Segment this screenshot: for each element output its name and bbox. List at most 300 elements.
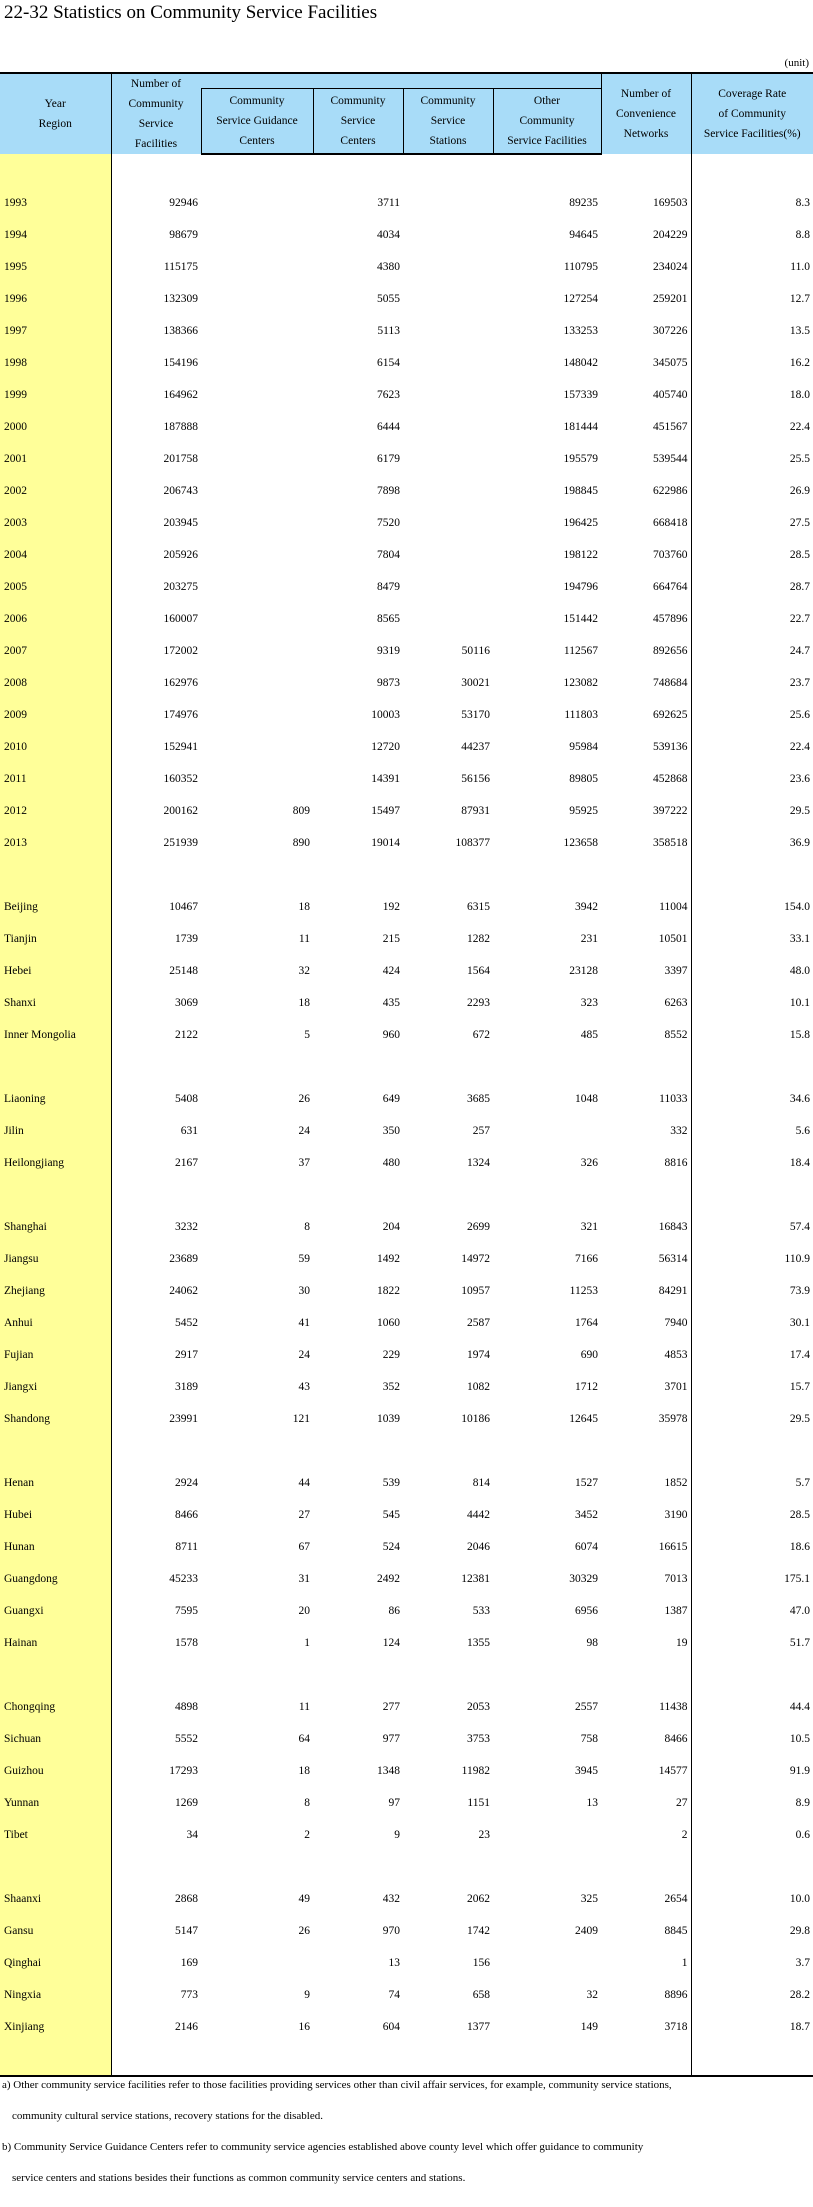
table-cell: 31 <box>298 1573 310 1585</box>
row-label: Shaanxi <box>0 1883 111 1915</box>
table-cell <box>493 154 601 187</box>
row-label: Guangxi <box>0 1595 111 1627</box>
table-cell: 424 <box>382 965 400 977</box>
table-cell: 1974 <box>467 1349 490 1361</box>
table-cell <box>403 347 493 379</box>
table-cell <box>403 443 493 475</box>
table-cell: 7013 <box>601 1563 691 1595</box>
table-cell: 16615 <box>601 1531 691 1563</box>
row-label: Yunnan <box>0 1787 111 1819</box>
table-cell: 0.6 <box>795 1829 810 1841</box>
table-cell: 658 <box>472 1989 490 2001</box>
table-cell: 332 <box>601 1115 691 1147</box>
table-row <box>0 315 813 347</box>
table-cell: 7595 <box>175 1605 198 1617</box>
table-cell: 5.7 <box>795 1477 810 1489</box>
row-label: 2000 <box>0 411 111 443</box>
table-cell: 98679 <box>169 229 198 241</box>
table-cell: 10186 <box>461 1413 490 1425</box>
table-cell: 33.1 <box>789 933 810 945</box>
footnote-a: a) Other community service facilities refer to those facilities providing services other than civil affair services, for example, community service stations, community cultural service stations, recovery stations for the disabled. <box>2 2079 672 2122</box>
row-label <box>0 1851 111 1883</box>
table-cell <box>403 1851 493 1883</box>
footnotes <box>2 2070 807 2194</box>
table-cell: 29.8 <box>789 1925 810 1937</box>
table-cell: 8479 <box>377 581 400 593</box>
table-cell: 7940 <box>601 1307 691 1339</box>
row-label: Chongqing <box>0 1691 111 1723</box>
table-cell <box>493 1851 601 1883</box>
table-row <box>0 219 813 251</box>
table-cell: 57.4 <box>789 1221 810 1233</box>
row-label: Henan <box>0 1467 111 1499</box>
table-cell <box>493 1435 601 1467</box>
row-label: 2011 <box>0 763 111 795</box>
table-cell: 3397 <box>601 955 691 987</box>
table-cell: 32 <box>586 1989 598 2001</box>
table-row <box>0 1307 813 1339</box>
table-cell: 45233 <box>169 1573 198 1585</box>
table-row <box>0 827 813 859</box>
table-row <box>0 187 813 219</box>
table-cell: 1852 <box>601 1467 691 1499</box>
table-cell <box>493 1659 601 1691</box>
table-cell <box>201 443 313 475</box>
table-cell: 200162 <box>163 805 198 817</box>
table-cell: 2587 <box>467 1317 490 1329</box>
table-cell: 149 <box>580 2021 598 2033</box>
table-cell <box>691 1435 813 1467</box>
table-cell: 26.9 <box>789 485 810 497</box>
table-cell <box>601 859 691 891</box>
table-cell <box>201 1179 313 1211</box>
table-cell <box>403 1179 493 1211</box>
table-cell: 2699 <box>467 1221 490 1233</box>
table-cell: 30.1 <box>789 1317 810 1329</box>
table-cell: 14391 <box>371 773 400 785</box>
table-cell <box>403 1435 493 1467</box>
table-cell: 1348 <box>377 1765 400 1777</box>
row-label: Shandong <box>0 1403 111 1435</box>
table-cell: 1387 <box>601 1595 691 1627</box>
row-label: Tianjin <box>0 923 111 955</box>
table-cell: 10.0 <box>789 1893 810 1905</box>
table-cell <box>403 507 493 539</box>
table-cell: 206743 <box>163 485 198 497</box>
row-label: Beijing <box>0 891 111 923</box>
table-cell: 1712 <box>575 1381 598 1393</box>
table-cell: 25148 <box>169 965 198 977</box>
table-cell: 435 <box>382 997 400 1009</box>
table-cell <box>111 154 201 187</box>
table-row <box>0 1019 813 1051</box>
table-cell <box>691 859 813 891</box>
table-cell: 169503 <box>601 187 691 219</box>
spacer-row <box>0 1659 813 1691</box>
table-cell: 7623 <box>377 389 400 401</box>
spacer-row <box>0 859 813 891</box>
row-label: Hubei <box>0 1499 111 1531</box>
table-cell: 8.8 <box>795 229 810 241</box>
table-row <box>0 1467 813 1499</box>
table-cell: 10501 <box>601 923 691 955</box>
table-cell <box>403 859 493 891</box>
table-cell: 10.1 <box>789 997 810 1009</box>
table-cell: 16843 <box>601 1211 691 1243</box>
table-cell <box>111 1179 201 1211</box>
table-cell: 4442 <box>467 1509 490 1521</box>
table-cell: 4380 <box>377 261 400 273</box>
table-cell: 14972 <box>461 1253 490 1265</box>
table-row <box>0 1211 813 1243</box>
table-row <box>0 635 813 667</box>
table-cell: 115175 <box>163 261 198 273</box>
table-cell: 7804 <box>377 549 400 561</box>
table-cell: 56156 <box>461 773 490 785</box>
table-cell: 192 <box>382 901 400 913</box>
footnote-b: b) Community Service Guidance Centers refer to community service agencies established above county level which offer guidance to community service centers and stations besides their functions as common community service centers and stations. <box>2 2141 644 2184</box>
table-cell: 533 <box>472 1605 490 1617</box>
row-label: 2010 <box>0 731 111 763</box>
table-cell: 29.5 <box>789 1413 810 1425</box>
table-cell: 51.7 <box>789 1637 810 1649</box>
table-cell: 3189 <box>175 1381 198 1393</box>
table-cell: 174976 <box>163 709 198 721</box>
table-row <box>0 475 813 507</box>
table-cell <box>313 1051 403 1083</box>
table-cell: 24 <box>298 1349 310 1361</box>
table-row <box>0 1403 813 1435</box>
table-cell: 12720 <box>371 741 400 753</box>
row-label: Guangdong <box>0 1563 111 1595</box>
table-cell: 3.7 <box>795 1957 810 1969</box>
table-cell: 11438 <box>601 1691 691 1723</box>
table-cell: 1269 <box>175 1797 198 1809</box>
table-cell: 9 <box>304 1989 310 2001</box>
table-cell: 3753 <box>467 1733 490 1745</box>
table-cell: 86 <box>388 1605 400 1617</box>
table-cell: 2409 <box>575 1925 598 1937</box>
table-row <box>0 1883 813 1915</box>
table-cell: 2 <box>304 1829 310 1841</box>
row-label: Anhui <box>0 1307 111 1339</box>
table-cell: 22.4 <box>789 421 810 433</box>
table-cell: 10467 <box>169 901 198 913</box>
table-cell: 14577 <box>601 1755 691 1787</box>
table-cell <box>493 1947 601 1979</box>
spacer-row <box>0 1179 813 1211</box>
page-title: 22-32 Statistics on Community Service Facilities <box>4 2 378 23</box>
table-row <box>0 539 813 571</box>
table-cell: 160007 <box>163 613 198 625</box>
table-cell <box>601 154 691 187</box>
table-row <box>0 347 813 379</box>
table-cell: 5.6 <box>795 1125 810 1137</box>
table-row <box>0 1243 813 1275</box>
table-cell <box>691 1851 813 1883</box>
table-cell: 748684 <box>601 667 691 699</box>
table-cell: 259201 <box>601 283 691 315</box>
table-cell: 48.0 <box>789 965 810 977</box>
table-row <box>0 507 813 539</box>
table-cell: 9873 <box>377 677 400 689</box>
table-cell: 92946 <box>169 197 198 209</box>
table-cell: 204 <box>382 1221 400 1233</box>
table-cell: 19 <box>601 1627 691 1659</box>
table-cell: 6154 <box>377 357 400 369</box>
table-row <box>0 1115 813 1147</box>
table-cell: 84291 <box>601 1275 691 1307</box>
row-label: Fujian <box>0 1339 111 1371</box>
row-label: Jiangxi <box>0 1371 111 1403</box>
table-cell <box>493 1115 601 1147</box>
table-cell: 1 <box>304 1637 310 1649</box>
table-cell: 672 <box>472 1029 490 1041</box>
table-cell: 1039 <box>377 1413 400 1425</box>
table-cell: 664764 <box>601 571 691 603</box>
table-cell: 229 <box>382 1349 400 1361</box>
table-cell: 154196 <box>163 357 198 369</box>
table-cell: 649 <box>382 1093 400 1105</box>
table-cell <box>201 1659 313 1691</box>
table-cell <box>201 1435 313 1467</box>
row-label: Xinjiang <box>0 2011 111 2043</box>
table-cell: 74 <box>388 1989 400 2001</box>
table-cell <box>201 219 313 251</box>
table-row <box>0 763 813 795</box>
table-cell: 977 <box>382 1733 400 1745</box>
row-label <box>0 859 111 891</box>
table-cell: 30 <box>298 1285 310 1297</box>
table-row <box>0 795 813 827</box>
table-row <box>0 1915 813 1947</box>
table-cell: 18.6 <box>789 1541 810 1553</box>
table-cell: 187888 <box>163 421 198 433</box>
table-cell: 277 <box>382 1701 400 1713</box>
table-cell: 41 <box>298 1317 310 1329</box>
table-cell: 16 <box>298 2021 310 2033</box>
table-cell: 12381 <box>461 1573 490 1585</box>
table-cell <box>403 251 493 283</box>
table-cell: 27 <box>298 1509 310 1521</box>
table-cell: 35978 <box>601 1403 691 1435</box>
table-cell: 480 <box>382 1157 400 1169</box>
table-cell: 1355 <box>467 1637 490 1649</box>
table-cell <box>691 1179 813 1211</box>
table-cell <box>111 1051 201 1083</box>
row-label: Hainan <box>0 1627 111 1659</box>
table-cell: 1739 <box>175 933 198 945</box>
table-cell <box>201 603 313 635</box>
table-row <box>0 1499 813 1531</box>
table-cell: 132309 <box>163 293 198 305</box>
table-cell <box>313 1435 403 1467</box>
table-cell: 11.0 <box>790 261 810 273</box>
table-cell: 205926 <box>163 549 198 561</box>
table-row <box>0 1147 813 1179</box>
table-row <box>0 1787 813 1819</box>
table-cell: 44237 <box>461 741 490 753</box>
table-cell: 8.3 <box>795 197 810 209</box>
table-cell: 692625 <box>601 699 691 731</box>
table-cell: 1151 <box>467 1797 490 1809</box>
table-cell: 47.0 <box>789 1605 810 1617</box>
row-label: Heilongjiang <box>0 1147 111 1179</box>
table-cell: 3452 <box>575 1509 598 1521</box>
table-cell: 8711 <box>175 1541 198 1553</box>
table-cell: 203945 <box>163 517 198 529</box>
table-cell <box>493 1819 601 1851</box>
table-cell: 30329 <box>569 1573 598 1585</box>
table-row <box>0 955 813 987</box>
table-cell: 2053 <box>467 1701 490 1713</box>
table-cell: 6315 <box>467 901 490 913</box>
table-cell: 28.2 <box>789 1989 810 2001</box>
row-label: 2013 <box>0 827 111 859</box>
table-cell: 5452 <box>175 1317 198 1329</box>
header-service-stations: Community Service Stations <box>403 89 493 155</box>
table-cell <box>403 283 493 315</box>
table-cell: 18.4 <box>789 1157 810 1169</box>
table-cell: 345075 <box>601 347 691 379</box>
row-label: Hebei <box>0 955 111 987</box>
table-cell <box>691 1051 813 1083</box>
table-cell: 13 <box>586 1797 598 1809</box>
table-cell: 204229 <box>601 219 691 251</box>
table-cell <box>493 1051 601 1083</box>
table-cell: 23689 <box>169 1253 198 1265</box>
table-cell: 18 <box>298 1765 310 1777</box>
table-cell: 26 <box>298 1093 310 1105</box>
table-cell <box>111 1435 201 1467</box>
row-label: 2002 <box>0 475 111 507</box>
table-cell: 24 <box>298 1125 310 1137</box>
table-cell: 27 <box>601 1787 691 1819</box>
table-cell: 1822 <box>377 1285 400 1297</box>
table-cell: 138366 <box>163 325 198 337</box>
table-cell: 201758 <box>163 453 198 465</box>
row-label: Liaoning <box>0 1083 111 1115</box>
table-cell <box>201 379 313 411</box>
table-cell: 2167 <box>175 1157 198 1169</box>
table-cell: 1282 <box>467 933 490 945</box>
table-cell <box>313 1659 403 1691</box>
table-cell <box>111 1659 201 1691</box>
table-cell: 11004 <box>601 891 691 923</box>
table-row <box>0 411 813 443</box>
table-cell <box>691 154 813 187</box>
row-label: 1997 <box>0 315 111 347</box>
table-cell: 89235 <box>569 197 598 209</box>
table-cell: 124 <box>382 1637 400 1649</box>
table-cell <box>201 187 313 219</box>
table-cell: 234024 <box>601 251 691 283</box>
table-cell <box>493 1179 601 1211</box>
table-cell: 323 <box>580 997 598 1009</box>
table-row <box>0 1627 813 1659</box>
table-cell: 5055 <box>377 293 400 305</box>
table-row <box>0 603 813 635</box>
table-row <box>0 699 813 731</box>
table-cell: 151442 <box>563 613 598 625</box>
table-cell <box>403 571 493 603</box>
row-label: Tibet <box>0 1819 111 1851</box>
table-cell: 1578 <box>175 1637 198 1649</box>
table-cell: 451567 <box>601 411 691 443</box>
table-cell: 34 <box>186 1829 198 1841</box>
table-cell <box>201 763 313 795</box>
table-cell <box>201 539 313 571</box>
header-group-spacer <box>201 73 601 89</box>
table-cell <box>201 1947 313 1979</box>
table-cell: 10.5 <box>789 1733 810 1745</box>
table-cell: 19014 <box>371 837 400 849</box>
table-cell: 3711 <box>377 197 400 209</box>
table-row <box>0 1947 813 1979</box>
table-cell: 5 <box>304 1029 310 1041</box>
table-cell <box>493 859 601 891</box>
table-cell: 6179 <box>377 453 400 465</box>
table-cell: 3685 <box>467 1093 490 1105</box>
header-other-facilities: Other Community Service Facilities <box>493 89 601 155</box>
table-cell: 20 <box>298 1605 310 1617</box>
table-cell: 23128 <box>569 965 598 977</box>
table-cell <box>201 1851 313 1883</box>
table-cell <box>691 1659 813 1691</box>
table-cell: 17.4 <box>789 1349 810 1361</box>
table-cell: 156 <box>472 1957 490 1969</box>
table-row <box>0 571 813 603</box>
table-cell <box>403 539 493 571</box>
table-cell <box>403 187 493 219</box>
table-cell: 162976 <box>163 677 198 689</box>
table-cell: 3190 <box>601 1499 691 1531</box>
table-cell: 539544 <box>601 443 691 475</box>
table-cell: 157339 <box>563 389 598 401</box>
table-cell: 11 <box>298 1701 310 1713</box>
table-cell <box>313 1851 403 1883</box>
table-cell: 1564 <box>467 965 490 977</box>
table-cell: 231 <box>580 933 598 945</box>
table-cell: 2046 <box>467 1541 490 1553</box>
table-cell: 194796 <box>563 581 598 593</box>
table-cell: 8816 <box>601 1147 691 1179</box>
table-cell: 1527 <box>575 1477 598 1489</box>
table-cell: 3942 <box>575 901 598 913</box>
row-label: Gansu <box>0 1915 111 1947</box>
table-cell: 18.0 <box>789 389 810 401</box>
table-cell: 44.4 <box>789 1701 810 1713</box>
table-cell: 110.9 <box>784 1253 810 1265</box>
table-cell: 4853 <box>601 1339 691 1371</box>
table-cell: 8845 <box>601 1915 691 1947</box>
table-cell: 53170 <box>461 709 490 721</box>
table-cell: 5147 <box>175 1925 198 1937</box>
table-cell: 8552 <box>601 1019 691 1051</box>
table-cell: 24062 <box>169 1285 198 1297</box>
table-cell: 23 <box>478 1829 490 1841</box>
header-convenience-networks: Number of Convenience Networks <box>601 73 691 154</box>
table-cell: 8896 <box>601 1979 691 2011</box>
table-row <box>0 1083 813 1115</box>
table-cell: 12645 <box>569 1413 598 1425</box>
row-label: Shanghai <box>0 1211 111 1243</box>
table-cell: 524 <box>382 1541 400 1553</box>
table-cell: 34.6 <box>789 1093 810 1105</box>
row-label: Jilin <box>0 1115 111 1147</box>
table-cell: 98 <box>586 1637 598 1649</box>
table-cell <box>201 154 313 187</box>
